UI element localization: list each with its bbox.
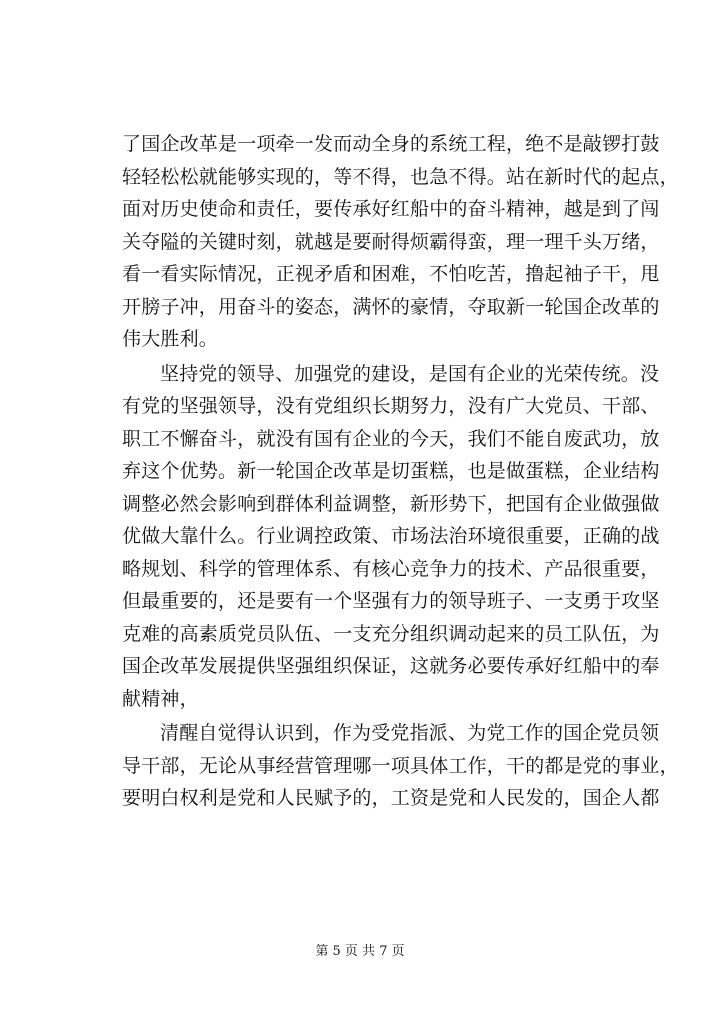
text-line: 职工不懈奋斗，就没有国有企业的今天，我们不能自废武功，放 (122, 427, 660, 450)
text-line: 坚持党的领导、加强党的建设，是国有企业的光荣传统。没 (160, 362, 660, 385)
text-line: 清醒自觉得认识到，作为受党指派、为党工作的国企党员领 (160, 722, 660, 744)
document-body (122, 128, 679, 815)
text-line: 国企改革发展提供坚强组织保证，这就务必要传承好红船中的奉 (122, 655, 660, 677)
text-line: 调整必然会影响到群体利益调整，新形势下，把国有企业做强做 (122, 492, 660, 515)
text-line: 导干部，无论从事经营管理哪一项具体工作，干的都是党的事业， (122, 754, 679, 777)
text-line: 弃这个优势。新一轮国企改革是切蛋糕，也是做蛋糕，企业结构 (122, 460, 660, 482)
paragraph-2 (122, 358, 660, 716)
text-line: 略规划、科学的管理体系、有核心竞争力的技术、产品很重要， (122, 557, 660, 580)
text-line: 但最重要的，还是要有一个坚强有力的领导班子、一支勇于攻坚 (122, 590, 660, 612)
text-line: 要明白权利是党和人民赋予的，工资是党和人民发的，国企人都 (122, 787, 660, 809)
text-line: 看一看实际情况，正视矛盾和困难，不怕吃苦，撸起袖子干，甩 (122, 263, 660, 285)
text-line: 轻轻松松就能够实现的，等不得，也急不得。站在新时代的起点， (122, 165, 679, 188)
text-line: 面对历史使命和责任，要传承好红船中的奋斗精神，越是到了闯 (122, 198, 660, 220)
text-line: 克难的高素质党员队伍、一支充分组织调动起来的员工队伍，为 (122, 622, 660, 645)
text-line: 伟大胜利。 (122, 328, 219, 350)
text-line: 献精神， (122, 687, 199, 710)
paragraph-3 (122, 717, 679, 815)
text-line: 了国企改革是一项牵一发而动全身的系统工程，绝不是敲锣打鼓 (122, 133, 660, 155)
text-line: 关夺隘的关键时刻，就越是要耐得烦霸得蛮，理一理千头万绪， (122, 230, 660, 253)
text-line: 优做大靠什么。行业调控政策、市场法治环境很重要，正确的战 (122, 525, 660, 547)
paragraph-1 (122, 128, 679, 356)
page-number-label: 第 5 页 共 7 页 (315, 944, 405, 959)
page-footer (0, 940, 720, 959)
text-line: 有党的坚强领导，没有党组织长期努力，没有广大党员、干部、 (122, 395, 660, 417)
text-line: 开膀子冲，用奋斗的姿态，满怀的豪情，夺取新一轮国企改革的 (122, 295, 660, 318)
